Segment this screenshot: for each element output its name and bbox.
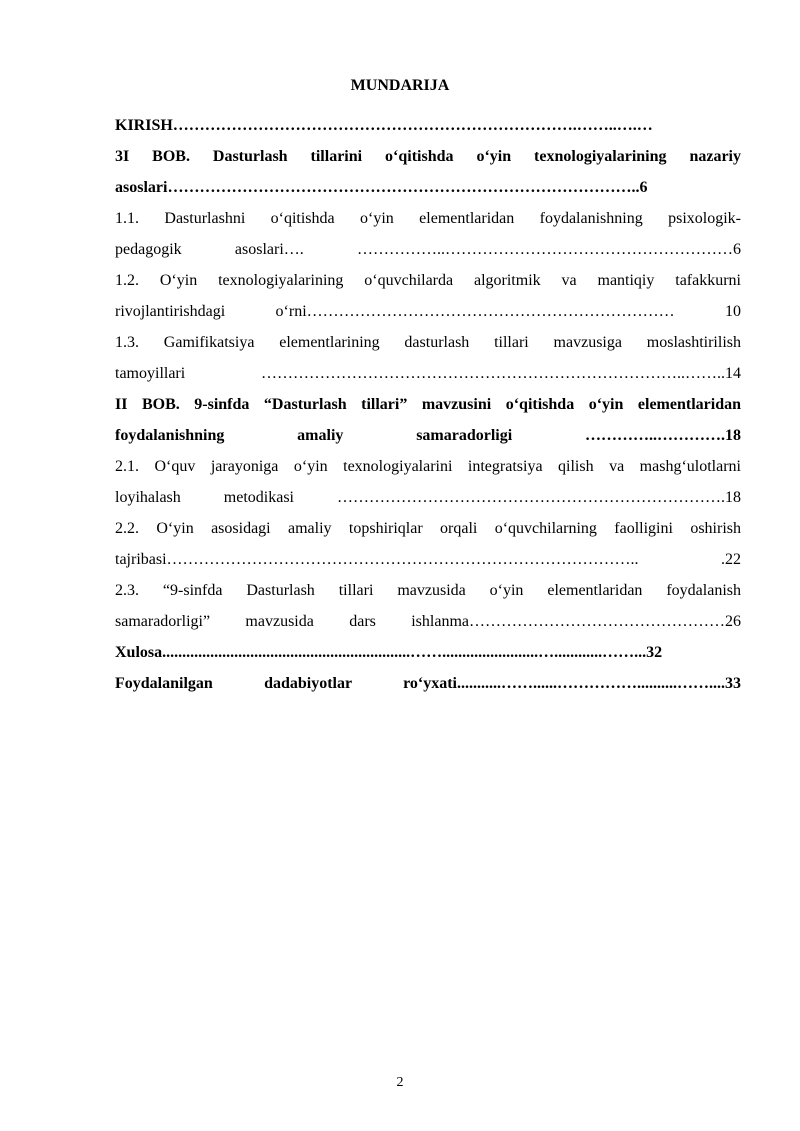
toc-entry-line: 2.2. O‘yin asosidagi amaliy topshiriqlar orqali o‘quvchilarning faolligini oshirish [115,520,741,537]
toc-entry-line: tajribasi…………………………………………………………………………….. .22 [115,551,741,568]
toc-entry-line: 1.2. O‘yin texnologiyalarining o‘quvchilarda algoritmik va mantiqiy tafakkurni [115,272,741,289]
toc-entry-line: loyihalash metodikasi ……………………………………………………………….18 [115,489,741,506]
toc-entry[interactable] [115,110,741,141]
toc-entry-line: 3I BOB. Dasturlash tillarini o‘qitishda o‘yin texnologiyalarining nazariy [115,148,741,165]
toc-entry-line: samaradorligi” mavzusida dars ishlanma…………………………………………26 [115,613,741,630]
toc-entry-line: pedagogik asoslari…. ……………..………………………………………………6 [115,241,741,258]
toc-entry-line: II BOB. 9-sinfda “Dasturlash tillari” mavzusini o‘qitishda o‘yin elementlaridan [115,396,741,413]
toc-entry[interactable] [115,451,741,513]
toc-entry[interactable] [115,203,741,265]
toc-entry-line: Foydalanilgan dadabiyotlar ro‘yxati...........……......……………..........……....33 [115,675,741,692]
toc-entry[interactable] [115,389,741,451]
toc-entry-line: 1.3. Gamifikatsiya elementlarining dasturlash tillari mavzusiga moslashtirilish [115,334,741,351]
page-number: 2 [396,1075,404,1090]
toc-entry-line: tamoyillari ……………………………………………………………………..……..14 [115,365,741,382]
toc-entry-line: 1.1. Dasturlashni o‘qitishda o‘yin elementlaridan foydalanishning psixologik- [115,210,741,227]
toc-entry[interactable] [115,141,741,203]
toc-entry-line: 2.3. “9-sinfda Dasturlash tillari mavzusida o‘yin elementlaridan foydalanish [115,582,741,599]
toc-entry[interactable] [115,327,741,389]
toc-entry-line: asoslari……………………………………………………………………………..6 [115,179,648,196]
table-of-contents [115,110,741,699]
toc-title: MUNDARIJA [350,77,450,94]
toc-entry[interactable] [115,513,741,575]
toc-entry[interactable] [115,265,741,327]
toc-entry[interactable] [115,575,741,637]
toc-entry-line: foydalanishning amaliy samaradorligi …………..………….18 [115,427,741,444]
toc-entry-line: Xulosa..............................................................……........................…............……...32 [115,644,663,661]
toc-entry[interactable] [115,668,741,699]
toc-entry-line: KIRISH………………………………………………………………….……..….… [115,117,653,134]
toc-entry[interactable] [115,637,741,668]
toc-entry-line: rivojlantirishdagi o‘rni…………………………………………………………… 10 [115,303,741,320]
toc-entry-line: 2.1. O‘quv jarayoniga o‘yin texnologiyalarini integratsiya qilish va mashg‘ulotlarni [115,458,741,475]
